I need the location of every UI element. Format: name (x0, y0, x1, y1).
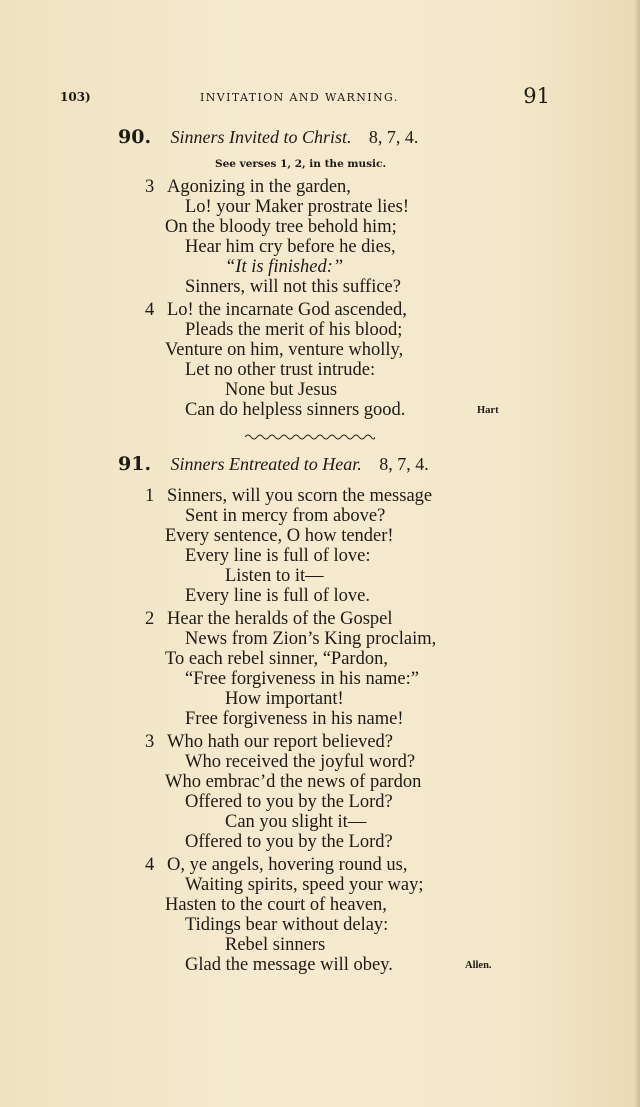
verse-line: “It is finished:” (225, 257, 344, 277)
verse-number: 3 (145, 732, 155, 752)
verse-line: Hear him cry before he dies, (185, 237, 396, 257)
verse-line: Let no other trust intrude: (185, 360, 376, 380)
verse-line: Waiting spirits, speed your way; (185, 875, 424, 895)
hymn-title: Sinners Invited to Christ. (170, 127, 352, 147)
verse-line (145, 486, 432, 506)
page-number: 91 (523, 84, 550, 108)
verse-text: Who hath our report believed? (167, 732, 394, 752)
verse-line: Glad the message will obey. (185, 955, 393, 975)
verse-line: Hasten to the court of heaven, (165, 895, 387, 915)
verse-number: 4 (145, 855, 155, 875)
verse-number: 4 (145, 300, 155, 320)
verse-line: Pleads the merit of his blood; (185, 320, 403, 340)
hymn-meter: 8, 7, 4. (368, 127, 419, 147)
verse-line (145, 609, 393, 629)
hymn-91-heading (118, 453, 429, 475)
verse-line: Can you slight it— (225, 812, 367, 832)
verse-text: Lo! the incarnate God ascended, (167, 300, 407, 320)
verse-line: Free forgiveness in his name! (185, 709, 404, 729)
verse-line: Every line is full of love. (185, 586, 370, 606)
verse-line (145, 177, 351, 197)
verse-text: Sinners, will you scorn the message (167, 486, 433, 506)
verse-line: None but Jesus (225, 380, 338, 400)
verse-number: 1 (145, 486, 155, 506)
verse-line: Who embrac’d the news of pardon (165, 772, 422, 792)
hymn-number: 91. (118, 453, 152, 475)
verse-line: “Free forgiveness in his name:” (185, 669, 419, 689)
verse-number: 2 (145, 609, 155, 629)
verse-line: To each rebel sinner, “Pardon, (165, 649, 388, 669)
verse-line (145, 855, 407, 875)
verse-number: 3 (145, 177, 155, 197)
header-section-title: INVITATION AND WARNING. (200, 91, 399, 104)
verse-line: How important! (225, 689, 344, 709)
verse-text: O, ye angels, hovering round us, (167, 855, 408, 875)
verse-line: News from Zion’s King proclaim, (185, 629, 437, 649)
verse-line: On the bloody tree behold him; (165, 217, 397, 237)
verse-line: Offered to you by the Lord? (185, 832, 393, 852)
hymn-author: Allen. (465, 960, 492, 971)
verse-line: Can do helpless sinners good. (185, 400, 406, 420)
verse-line (145, 732, 393, 752)
music-note: See verses 1, 2, in the music. (215, 158, 387, 170)
hymn-title: Sinners Entreated to Hear. (170, 454, 362, 474)
verse-line: Offered to you by the Lord? (185, 792, 393, 812)
running-header (60, 84, 550, 110)
verse-line: Sinners, will not this suffice? (185, 277, 401, 297)
verse-line: Rebel sinners (225, 935, 326, 955)
page-edge-shadow (634, 0, 640, 1107)
header-section-number: 103) (60, 90, 91, 104)
verse-line: Lo! your Maker prostrate lies! (185, 197, 409, 217)
verse-line: Venture on him, venture wholly, (165, 340, 404, 360)
hymn-90-heading (118, 126, 418, 148)
verse-line: Who received the joyful word? (185, 752, 416, 772)
hymn-author: Hart (477, 405, 499, 416)
hymn-number: 90. (118, 126, 152, 148)
verse-line: Every sentence, O how tender! (165, 526, 394, 546)
verse-line: Tidings bear without delay: (185, 915, 389, 935)
wavy-divider (245, 432, 375, 442)
verse-line: Sent in mercy from above? (185, 506, 386, 526)
verse-line (145, 300, 407, 320)
verse-line: Listen to it— (225, 566, 324, 586)
verse-text: Hear the heralds of the Gospel (167, 609, 393, 629)
verse-line: Every line is full of love: (185, 546, 371, 566)
verse-text: Agonizing in the garden, (167, 177, 351, 197)
hymn-meter: 8, 7, 4. (379, 454, 429, 474)
